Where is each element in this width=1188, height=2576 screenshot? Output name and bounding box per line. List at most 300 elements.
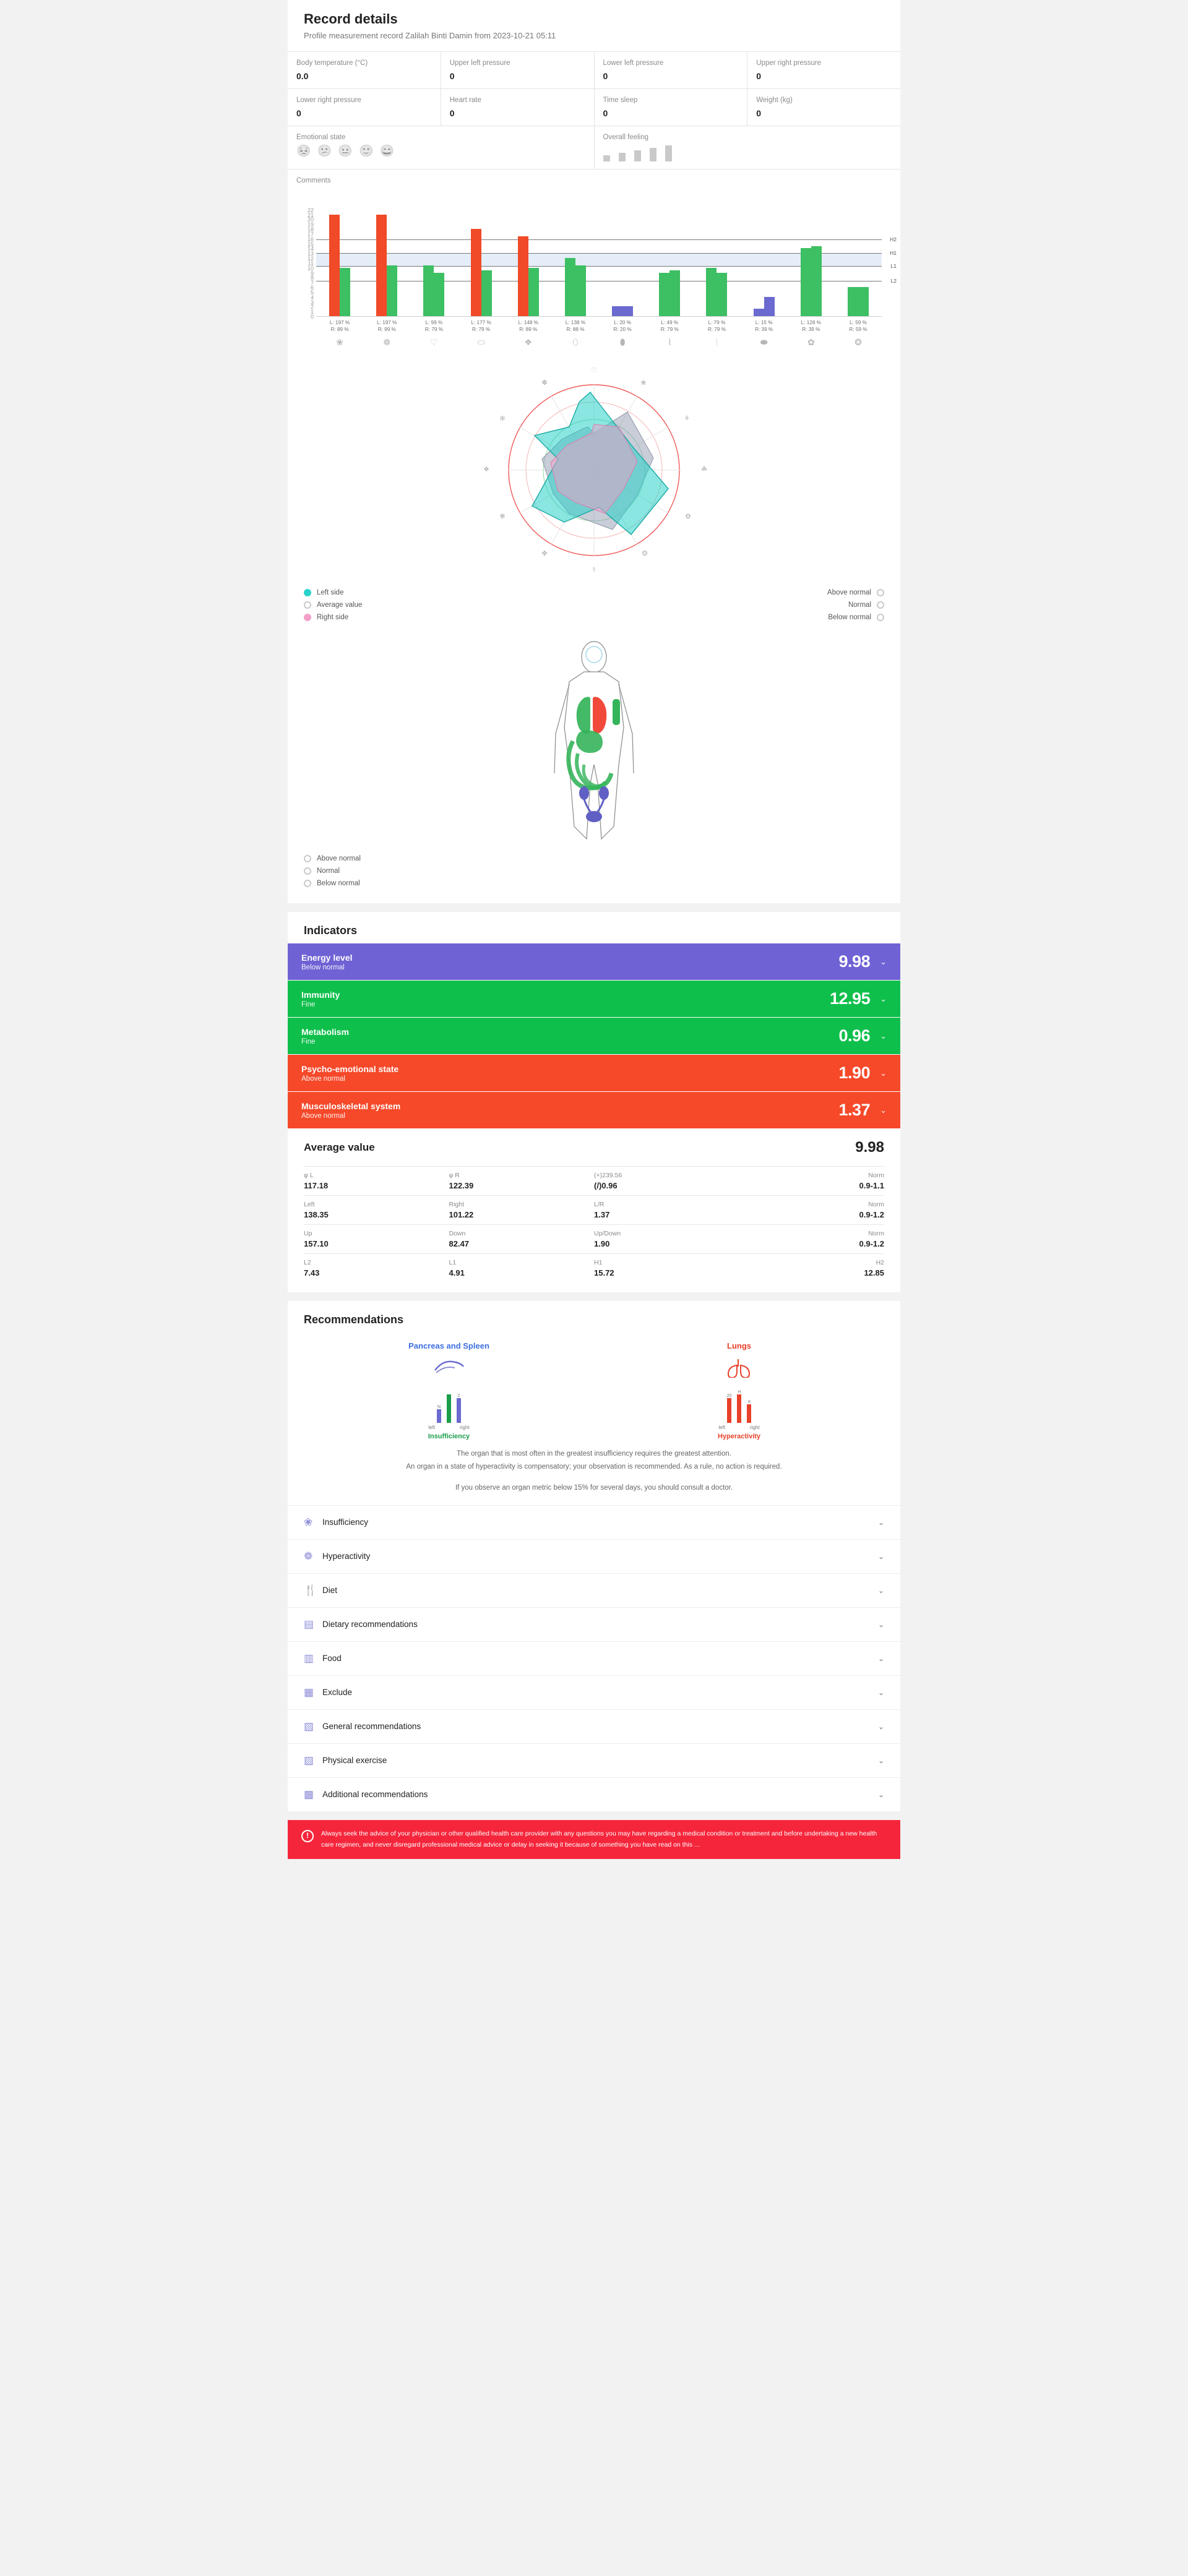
indicator-value: 1.90 [838,1063,871,1083]
bar-left-side [329,215,340,316]
recommendations-heading: Recommendations [304,1313,404,1326]
table-cell [449,1259,595,1277]
x-tick-label: L: 79 % R: 79 % [707,320,726,333]
field-value: 0 [603,71,608,81]
radar-legend-left [304,589,362,626]
organ-title: Lungs [727,1341,751,1351]
accordion-label: Physical exercise [322,1756,387,1766]
field-label: Time sleep [603,97,638,104]
table-cell [449,1172,595,1190]
x-tick-label: L: 128 % R: 39 % [801,320,821,333]
lungs-icon: ❁ [304,1550,313,1562]
bar-right-side [575,265,586,316]
field-label: Upper left pressure [449,59,510,67]
svg-text:❖: ❖ [483,466,489,474]
bar-left-side [659,273,669,316]
bar-right-side [528,268,539,316]
y-tick: 19 [307,221,314,228]
cell-label: φ L [304,1172,314,1180]
accordion-label: General recommendations [322,1722,421,1732]
mini-bar-label: 2 [457,1394,460,1399]
record-subtitle: Profile measurement record Zalilah Binti Damin from 2023-10-21 05:11 [304,31,556,40]
legend-item [827,601,884,609]
heart-icon[interactable]: ♡ [430,337,438,348]
exclamation-icon: ! [301,1830,314,1842]
y-tick: 5 [310,289,314,296]
field-upper-left-pressure [441,52,595,88]
field-comments [288,170,900,193]
cell-label: L2 [304,1259,311,1267]
bar-group [741,297,788,316]
accordion-insufficiency[interactable] [288,1505,900,1539]
legend-label: Below normal [828,614,871,622]
right-label: right [460,1425,470,1431]
feeling-bar-0[interactable] [603,155,610,161]
indicator-name: Musculoskeletal system [301,1101,401,1111]
table-cell [304,1172,449,1190]
mini-bar-group [737,1390,741,1423]
bladder-icon[interactable]: ⬮ [619,337,626,348]
y-tick: 4 [310,294,314,301]
recommendation-organs [288,1333,900,1440]
radar-svg [452,359,736,582]
table-cell [594,1230,739,1248]
y-tick: 22 [307,207,314,213]
legend-label: Average value [317,601,363,609]
mini-bar-group [437,1405,441,1423]
organ-title: Pancreas and Spleen [408,1341,489,1351]
stomach-icon[interactable]: ⬭ [477,337,485,348]
radar-chart [288,348,900,584]
bar-left-side [376,215,387,316]
feeling-bar-2[interactable] [634,150,641,161]
spine-icon[interactable]: ⦙ [715,337,718,348]
indicator-name: Energy level [301,952,353,963]
kidney-icon[interactable]: ⬯ [572,337,579,348]
legend-label: Normal [848,601,871,609]
accordion-label: Food [322,1654,342,1664]
x-tick-label: L: 177 % R: 79 % [471,320,491,333]
y-tick: 2 [310,304,314,311]
accordion-hyperactivity[interactable] [288,1539,900,1573]
average-value-number: 9.98 [855,1139,884,1156]
y-tick: 7 [310,280,314,286]
indicator-row[interactable] [288,1055,900,1091]
legend-marker [304,589,311,596]
table-cell [594,1172,739,1190]
legend-item [304,601,362,609]
legend-marker [304,601,311,609]
insufficiency-bars [304,1386,594,1423]
field-label: Overall feeling [603,134,649,141]
cell-value: 157.10 [304,1239,329,1249]
svg-text:✻: ✻ [499,415,506,423]
field-weight [747,89,900,126]
indicator-name: Psycho-emotional state [301,1063,399,1074]
legend-marker [877,601,884,609]
left-label: left [718,1425,726,1431]
indicator-row[interactable] [288,1092,900,1128]
chevron-down-icon[interactable]: ⌄ [877,1620,884,1629]
emotion-icon-0[interactable]: 😣 [296,145,311,158]
clipboard-icon: ▤ [304,1618,314,1630]
cell-label: Right [449,1201,465,1209]
svg-text:❂: ❂ [642,550,648,558]
indicator-row[interactable] [288,981,900,1017]
bar-left-side [848,287,858,316]
bar-left-side [518,236,528,316]
exclude-icon: ▦ [304,1686,314,1698]
table-cell [739,1172,885,1190]
table-cell [594,1259,739,1277]
x-tick-label: L: 138 % R: 88 % [565,320,586,333]
reference-label-L1: L1 [890,262,897,269]
cell-value: 101.22 [449,1210,474,1220]
legend-marker [304,880,311,887]
additional-icon: ▩ [304,1788,314,1800]
chevron-down-icon[interactable]: ⌄ [877,1586,884,1595]
mini-bar [447,1394,451,1423]
y-tick: 12 [307,255,314,262]
bar-left-side [423,265,434,316]
chevron-down-icon[interactable]: ⌄ [880,1031,887,1041]
indicator-names [301,1064,839,1083]
legend-label: Below normal [317,880,360,888]
y-tick: 11 [308,260,314,267]
average-value-label: Average value [304,1141,375,1154]
emotion-icon-1[interactable]: 😕 [317,145,332,158]
accordion-label: Hyperactivity [322,1552,371,1561]
legend-marker [304,614,311,621]
bar-group [410,265,457,316]
bar-right-side [340,268,350,316]
table-cell [739,1230,885,1248]
accordion-label: Exclude [322,1688,353,1698]
radar-legend [288,584,900,637]
field-label: Lower left pressure [603,59,664,67]
indicator-names [301,953,839,971]
y-tick: 0 [310,314,314,320]
record-details-card [288,0,900,903]
mini-bar [747,1404,751,1423]
field-emotional-state [288,126,595,169]
table-cell [449,1201,595,1219]
cell-label: Up [304,1230,312,1238]
indicator-status: Fine [301,1000,316,1008]
field-value: 0 [756,71,762,81]
legend-item [827,614,884,621]
indicator-row[interactable] [288,1018,900,1054]
lungs-icon: ❀ [304,1516,313,1528]
x-tick-label: L: 148 % R: 89 % [518,320,538,333]
legend-item [304,614,362,621]
field-label: Emotional state [296,134,346,141]
cell-value: 1.90 [594,1239,610,1249]
record-field-row-2 [288,88,900,126]
record-field-row-3 [288,126,900,169]
indicator-value: 1.37 [838,1101,871,1120]
accordion-general-recommendations[interactable] [288,1709,900,1743]
mini-bar [457,1398,461,1423]
bar-group [599,306,646,316]
chart-plot-area [307,205,897,320]
bar-right-side [481,270,492,316]
accordion-dietary-recommendations[interactable] [288,1607,900,1641]
accordion-food[interactable] [288,1641,900,1675]
liver-icon[interactable]: ❖ [524,337,533,348]
bar-left-side [706,268,717,316]
legend-marker [304,867,311,875]
chevron-down-icon[interactable]: ⌄ [877,1756,884,1765]
field-value: 0 [449,71,455,81]
pancreas-icon [304,1357,594,1381]
y-tick: 3 [310,299,314,306]
hyperactivity-bars [594,1386,884,1423]
field-label: Lower right pressure [296,97,361,104]
mini-bar-group [747,1400,751,1423]
lungs-icon [594,1357,884,1381]
indicator-row[interactable] [288,943,900,980]
svg-text:⚘: ⚘ [684,415,690,423]
body-map-svg [520,641,668,845]
cell-value: 0.9-1.2 [859,1210,884,1220]
svg-text:✾: ✾ [499,513,506,521]
body-map [288,637,900,851]
indicator-value: 9.98 [838,952,871,971]
bar-left-side [471,229,481,316]
body-map-legend [288,851,900,903]
mini-bar [737,1394,741,1423]
legend-item [304,855,900,862]
field-upper-right-pressure [747,52,900,88]
chevron-down-icon[interactable]: ⌄ [880,956,887,966]
mini-bar-label: 8 [747,1400,751,1405]
indicator-status: Below normal [301,963,345,971]
emotional-state-options[interactable] [296,145,585,157]
recommendation-sections [288,1505,900,1811]
legend-marker [304,855,311,862]
cell-value: 0.9-1.1 [859,1181,884,1191]
field-label: Weight (kg) [756,97,793,104]
legend-item [304,867,900,875]
record-field-row-4 [288,169,900,193]
field-value: 0 [756,108,762,118]
mini-bar-group [457,1394,461,1423]
cell-label: H1 [594,1259,603,1267]
bar-group [788,246,835,316]
cell-value: 7.43 [304,1268,320,1278]
bar-right-side [622,306,633,316]
y-tick: 13 [307,251,314,257]
chevron-down-icon[interactable]: ⌄ [877,1722,884,1731]
general-icon: ▧ [304,1720,314,1732]
y-tick: 17 [307,231,314,238]
legend-label: Above normal [827,589,871,597]
recommendations-card [288,1301,900,1811]
indicator-value: 12.95 [830,989,871,1008]
chevron-down-icon[interactable]: ⌄ [880,1068,887,1078]
field-heart-rate [441,89,595,126]
cell-label: Up/Down [594,1230,621,1238]
field-time-sleep [595,89,748,126]
x-tick-label: L: 99 % R: 79 % [424,320,443,333]
svg-text:♡: ♡ [591,367,597,375]
field-body-temperature [288,52,441,88]
chevron-down-icon[interactable]: ⌄ [877,1790,884,1799]
svg-text:✿: ✿ [685,513,691,521]
emotion-icon-4[interactable]: 😄 [379,145,395,158]
y-tick: 10 [307,265,314,272]
cell-value: 122.39 [449,1181,474,1191]
chevron-down-icon[interactable]: ⌄ [877,1552,884,1561]
field-overall-feeling [595,126,901,169]
field-label: Body temperature (°C) [296,59,368,67]
table-cell [304,1259,449,1277]
cell-value: 138.35 [304,1210,329,1220]
organ-bar-chart [288,193,900,348]
indicator-value: 0.96 [838,1026,871,1045]
legend-label: Left side [317,589,344,597]
chart-bars [316,205,882,316]
accordion-label: Additional recommendations [322,1790,428,1800]
bar-group [552,258,599,316]
note-line-1: The organ that is most often in the greatest insufficiency requires the greatest attention. [456,1450,732,1458]
x-tick-label: L: 59 % R: 59 % [849,320,867,333]
indicator-names [301,1027,839,1045]
cell-label: φ R [449,1172,460,1180]
x-tick-label: L: 197 % R: 89 % [329,320,350,333]
cell-value: 1.37 [594,1210,610,1220]
table-row [304,1253,884,1282]
bar-group [505,236,552,316]
field-lower-left-pressure [595,52,748,88]
table-cell [739,1259,885,1277]
chevron-down-icon[interactable]: ⌄ [877,1688,884,1697]
cell-label: Norm [868,1230,884,1238]
cell-value: 0.9-1.2 [859,1239,884,1249]
field-value: 0 [603,108,608,118]
table-cell [304,1230,449,1248]
feeling-bar-1[interactable] [619,153,626,161]
thyroid-icon[interactable]: ✿ [807,337,815,348]
bar-right-side [717,273,727,316]
field-value: 0 [449,108,455,118]
mini-bar [727,1398,731,1423]
indicator-status: Above normal [301,1112,345,1120]
indicator-name: Immunity [301,989,340,1000]
svg-text:❀: ❀ [640,379,647,387]
legend-item [304,589,362,596]
svg-text:⚕: ⚕ [592,566,596,574]
accordion-additional-recommendations[interactable] [288,1777,900,1811]
emotion-icon-2[interactable]: 😐 [338,145,353,158]
accordion-label: Diet [322,1586,338,1595]
cell-value: 4.91 [449,1268,465,1278]
record-header [288,0,900,51]
table-cell [739,1201,885,1219]
accordion-label: Dietary recommendations [322,1620,418,1629]
chart-y-axis [291,205,314,320]
field-value: 0 [296,108,301,118]
brain-icon[interactable]: ❀ [336,337,343,348]
accordion-label: Insufficiency [322,1518,369,1527]
y-tick: 15 [307,241,314,247]
accordion-diet[interactable] [288,1573,900,1607]
mini-bar-group [447,1394,451,1423]
x-tick-label: L: 15 % R: 39 % [755,320,773,333]
y-tick: 1 [310,309,314,316]
feeling-bar-3[interactable] [650,148,656,161]
feeling-bar-4[interactable] [665,145,672,161]
svg-text:✤: ✤ [541,550,548,558]
table-row [304,1166,884,1195]
bar-group [646,270,693,316]
intestine-icon[interactable]: ⌇ [667,337,672,348]
indicators-list [288,943,900,1128]
cell-value: 15.72 [594,1268,614,1278]
field-label: Heart rate [449,97,481,104]
immune-icon[interactable]: ❂ [854,337,862,348]
cell-label: H2 [876,1259,884,1267]
radar-legend-right [827,589,884,626]
svg-text:☘: ☘ [701,466,707,474]
organ-insufficiency [304,1341,594,1440]
bar-left-side [754,309,764,316]
average-value-row [288,1129,900,1166]
food-icon: ▥ [304,1652,314,1664]
x-tick-label: L: 20 % R: 20 % [613,320,632,333]
bar-left-side [612,306,622,316]
cell-value: 12.85 [864,1268,884,1278]
field-lower-right-pressure [288,89,441,126]
indicator-name: Metabolism [301,1026,350,1037]
table-cell [594,1201,739,1219]
joint-icon[interactable]: ⬬ [760,337,768,348]
accordion-physical-exercise[interactable] [288,1743,900,1777]
legend-item [827,589,884,596]
accordion-exclude[interactable] [288,1675,900,1709]
indicator-names [301,990,830,1008]
mini-bar-group [727,1394,732,1423]
mini-bar [437,1409,441,1423]
y-tick: 9 [310,270,314,277]
chevron-down-icon[interactable]: ⌄ [880,994,887,1003]
chevron-down-icon[interactable]: ⌄ [880,1105,887,1115]
table-row [304,1224,884,1253]
cell-label: L1 [449,1259,457,1267]
field-label: Upper right pressure [756,59,822,67]
lungs-icon[interactable]: ❁ [383,337,391,348]
bar-left-side [565,258,575,316]
page-title: Record details [304,11,398,27]
recommendation-note-2: If you observe an organ metric below 15% for several days, you should consult a doctor. [455,1483,733,1492]
table-row [304,1195,884,1224]
bar-group [458,229,505,316]
chevron-down-icon[interactable]: ⌄ [877,1518,884,1527]
cutlery-icon: 🍴 [304,1584,317,1596]
y-tick: 16 [307,236,314,243]
bar-right-side [811,246,822,316]
bar-left-side [801,248,811,316]
table-cell [449,1230,595,1248]
exercise-icon: ▨ [304,1754,314,1766]
emotion-icon-3[interactable]: 🙂 [359,145,374,158]
note-line-2: An organ in a state of hyperactivity is compensatory; your observation is recommended. As a rule, no action is required. [406,1463,782,1471]
chevron-down-icon[interactable]: ⌄ [877,1654,884,1663]
reference-label-H1: H1 [890,249,897,256]
overall-feeling-options[interactable] [603,145,892,161]
disclaimer-banner [288,1820,900,1860]
